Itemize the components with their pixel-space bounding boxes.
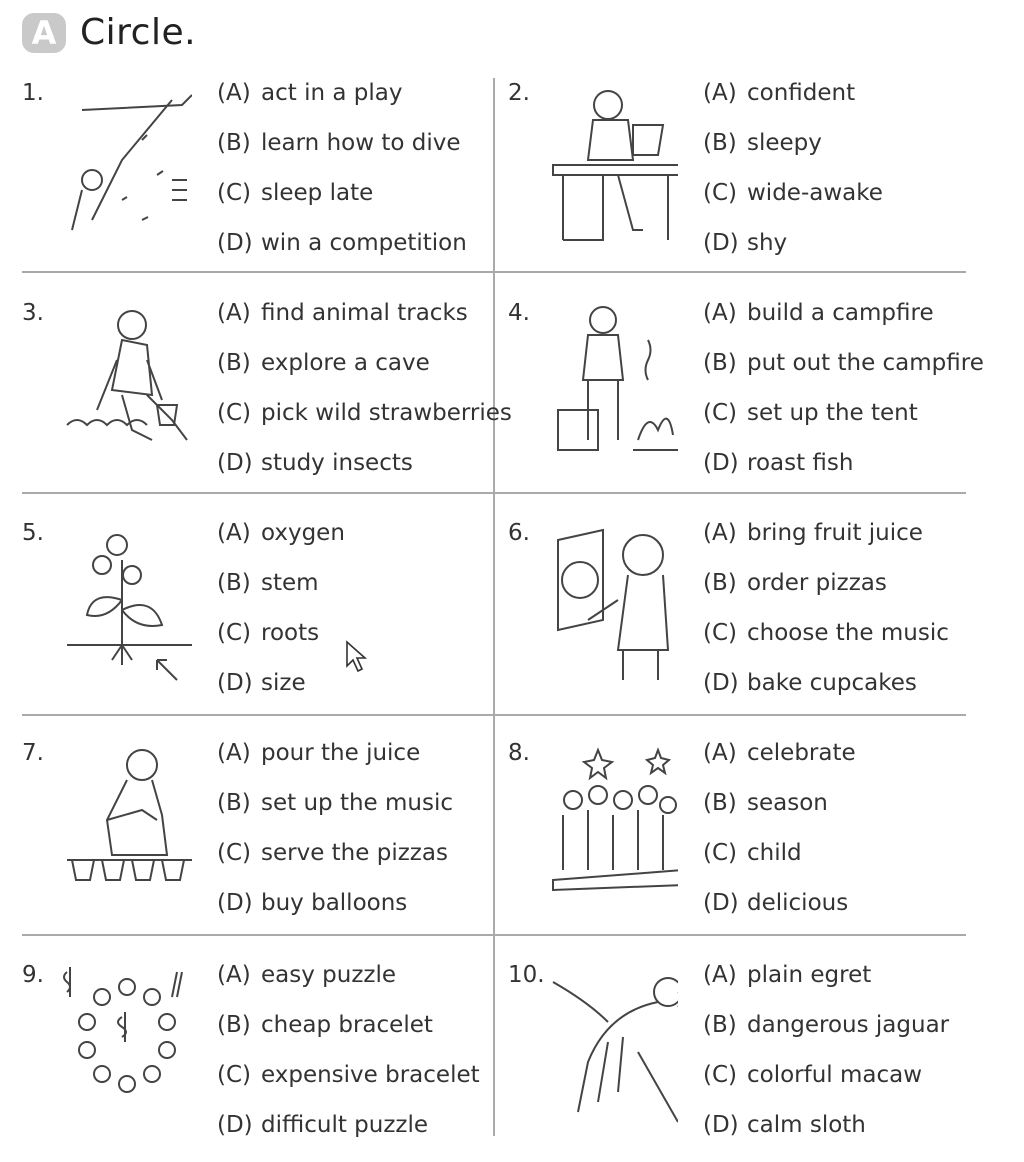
question-6 <box>508 520 978 720</box>
option-d[interactable]: (D) difficult puzzle <box>217 1112 429 1138</box>
option-a[interactable]: (A) build a campfire <box>703 300 934 326</box>
question-5 <box>22 520 492 720</box>
option-c[interactable]: (C) roots <box>217 620 320 646</box>
option-a[interactable]: (A) easy puzzle <box>217 962 397 988</box>
option-d[interactable]: (D) win a competition <box>217 230 467 256</box>
options-list <box>703 962 1003 1162</box>
options-list <box>703 740 1003 940</box>
option-c[interactable]: (C) child <box>703 840 802 866</box>
question-2 <box>508 80 978 280</box>
option-d[interactable]: (D) study insects <box>217 450 413 476</box>
option-c[interactable]: (C) choose the music <box>703 620 949 646</box>
question-number: 4. <box>508 300 530 326</box>
option-d[interactable]: (D) size <box>217 670 306 696</box>
question-9 <box>22 962 492 1162</box>
option-c[interactable]: (C) pick wild strawberries <box>217 400 512 426</box>
option-b[interactable]: (B) sleepy <box>703 130 822 156</box>
option-b[interactable]: (B) explore a cave <box>217 350 430 376</box>
question-number: 8. <box>508 740 530 766</box>
option-b[interactable]: (B) dangerous jaguar <box>703 1012 950 1038</box>
macaw-illustration <box>548 962 678 1132</box>
options-list <box>703 520 1003 720</box>
question-number: 6. <box>508 520 530 546</box>
question-number: 9. <box>22 962 44 988</box>
option-c[interactable]: (C) expensive bracelet <box>217 1062 480 1088</box>
diver-illustration <box>62 80 192 250</box>
question-8 <box>508 740 978 940</box>
option-d[interactable]: (D) buy balloons <box>217 890 408 916</box>
option-a[interactable]: (A) bring fruit juice <box>703 520 923 546</box>
option-b[interactable]: (B) order pizzas <box>703 570 887 596</box>
option-b[interactable]: (B) put out the campfire <box>703 350 984 376</box>
option-a[interactable]: (A) pour the juice <box>217 740 421 766</box>
option-c[interactable]: (C) sleep late <box>217 180 374 206</box>
question-number: 10. <box>508 962 545 988</box>
options-list <box>217 300 517 500</box>
question-number: 1. <box>22 80 44 106</box>
question-number: 5. <box>22 520 44 546</box>
option-a[interactable]: (A) plain egret <box>703 962 872 988</box>
plant-roots-illustration <box>62 520 192 690</box>
options-list <box>217 80 517 280</box>
options-list <box>703 300 1003 500</box>
question-1 <box>22 80 492 280</box>
option-c[interactable]: (C) colorful macaw <box>703 1062 923 1088</box>
question-10 <box>508 962 978 1162</box>
question-3 <box>22 300 512 500</box>
options-list <box>217 962 517 1162</box>
question-number: 7. <box>22 740 44 766</box>
option-d[interactable]: (D) delicious <box>703 890 849 916</box>
girl-picking-berries-illustration <box>62 300 192 470</box>
question-4 <box>508 300 984 500</box>
option-a[interactable]: (A) find animal tracks <box>217 300 468 326</box>
student-laptop-illustration <box>548 80 678 250</box>
option-b[interactable]: (B) stem <box>217 570 319 596</box>
options-list <box>217 740 517 940</box>
option-b[interactable]: (B) cheap bracelet <box>217 1012 433 1038</box>
campfire-illustration <box>548 300 678 470</box>
option-d[interactable]: (D) roast fish <box>703 450 854 476</box>
options-list <box>703 80 1003 280</box>
section-header <box>22 12 196 53</box>
option-a[interactable]: (A) oxygen <box>217 520 345 546</box>
mouse-pointer-icon <box>345 640 369 674</box>
option-b[interactable]: (B) learn how to dive <box>217 130 461 156</box>
options-list <box>217 520 517 720</box>
option-d[interactable]: (D) calm sloth <box>703 1112 866 1138</box>
section-title: Circle. <box>80 12 197 53</box>
option-b[interactable]: (B) set up the music <box>217 790 454 816</box>
girl-pouring-juice-illustration <box>62 740 192 910</box>
option-c[interactable]: (C) wide-awake <box>703 180 883 206</box>
option-b[interactable]: (B) season <box>703 790 828 816</box>
option-c[interactable]: (C) set up the tent <box>703 400 918 426</box>
option-c[interactable]: (C) serve the pizzas <box>217 840 448 866</box>
bracelet-illustration <box>62 962 192 1132</box>
option-a[interactable]: (A) act in a play <box>217 80 403 106</box>
option-d[interactable]: (D) bake cupcakes <box>703 670 917 696</box>
option-a[interactable]: (A) celebrate <box>703 740 856 766</box>
question-number: 3. <box>22 300 44 326</box>
boy-phone-pizza-menu-illustration <box>548 520 678 690</box>
question-7 <box>22 740 492 940</box>
option-a[interactable]: (A) confident <box>703 80 856 106</box>
option-d[interactable]: (D) shy <box>703 230 788 256</box>
party-crowd-illustration <box>548 740 678 910</box>
question-number: 2. <box>508 80 530 106</box>
section-badge: A <box>22 13 66 53</box>
